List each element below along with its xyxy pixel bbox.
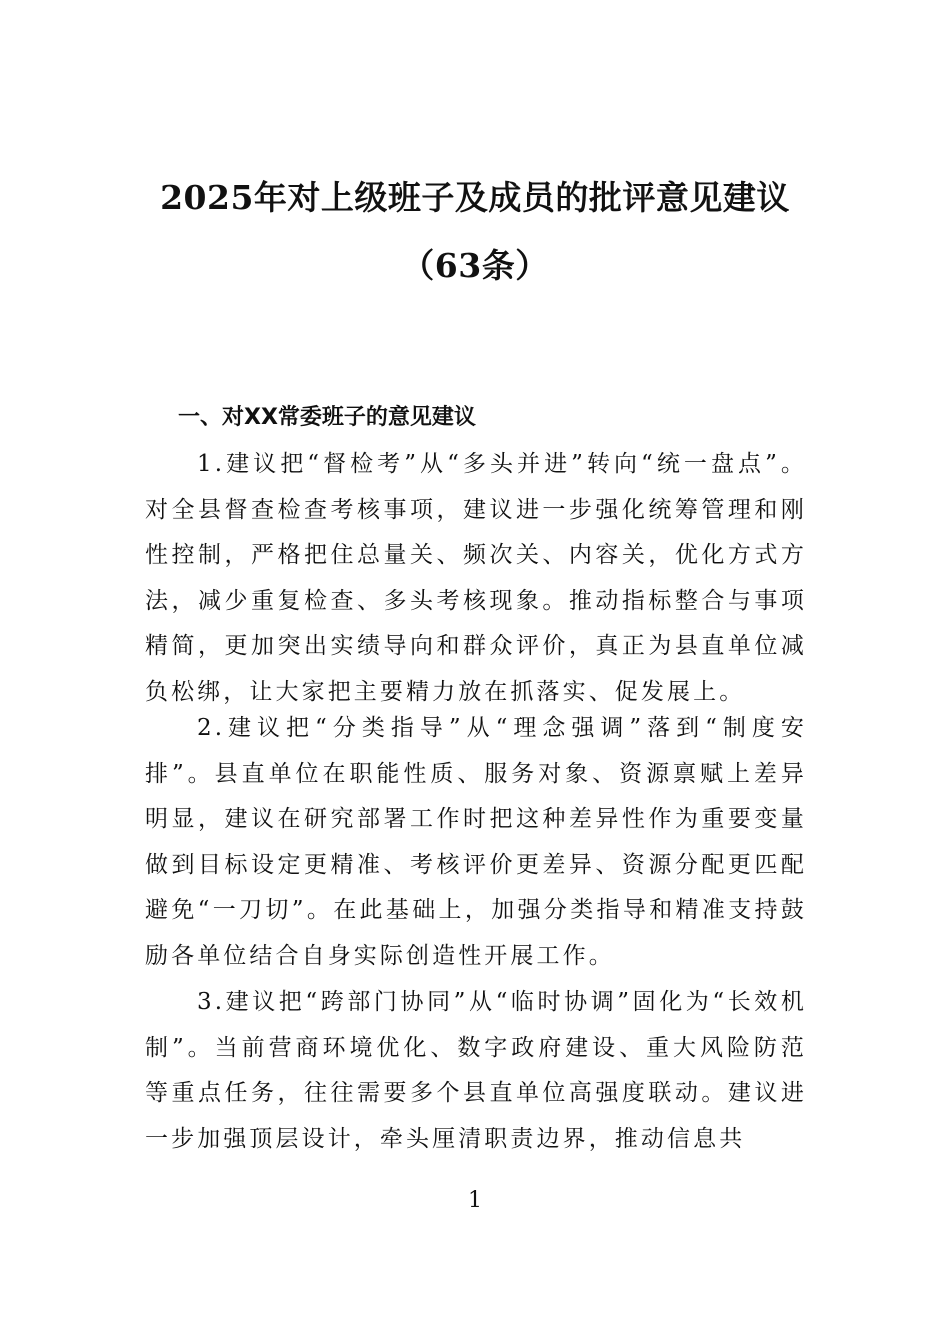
paragraph-2: 2.建议把“分类指导”从“理念强调”落到“制度安排”。县直单位在职能性质、服务对象、资源禀赋上差异明显，建议在研究部署工作时把这种差异性作为重要变量做到目标设定更精准、考核评价更差异、资源分配更匹配避免“一刀切”。在此基础上，加强分类指导和精准支持鼓励各单位结合自身实际创造性开展工作。: [145, 715, 807, 969]
document-title: 2025年对上级班子及成员的批评意见建议: [160, 178, 790, 217]
paragraph-3: 3.建议把“跨部门协同”从“临时协调”固化为“长效机制”。当前营商环境优化、数字政府建设、重大风险防范等重点任务，往往需要多个县直单位高强度联动。建议进一步加强顶层设计，牵头厘清职责边界，推动信息共: [145, 989, 807, 1152]
section-heading: 一、对XX常委班子的意见建议: [178, 405, 476, 430]
document-subtitle: （63条）: [401, 246, 549, 285]
paragraph-1: 1.建议把“督检考”从“多头并进”转向“统一盘点”。对全县督查检查考核事项，建议进一步强化统筹管理和刚性控制，严格把住总量关、频次关、内容关，优化方式方法，减少重复检查、多头考核现象。推动指标整合与事项精简，更加突出实绩导向和群众评价，真正为县直单位减负松绑，让大家把主要精力放在抓落实、促发展上。: [145, 451, 807, 705]
page-number: 1: [468, 1188, 482, 1213]
